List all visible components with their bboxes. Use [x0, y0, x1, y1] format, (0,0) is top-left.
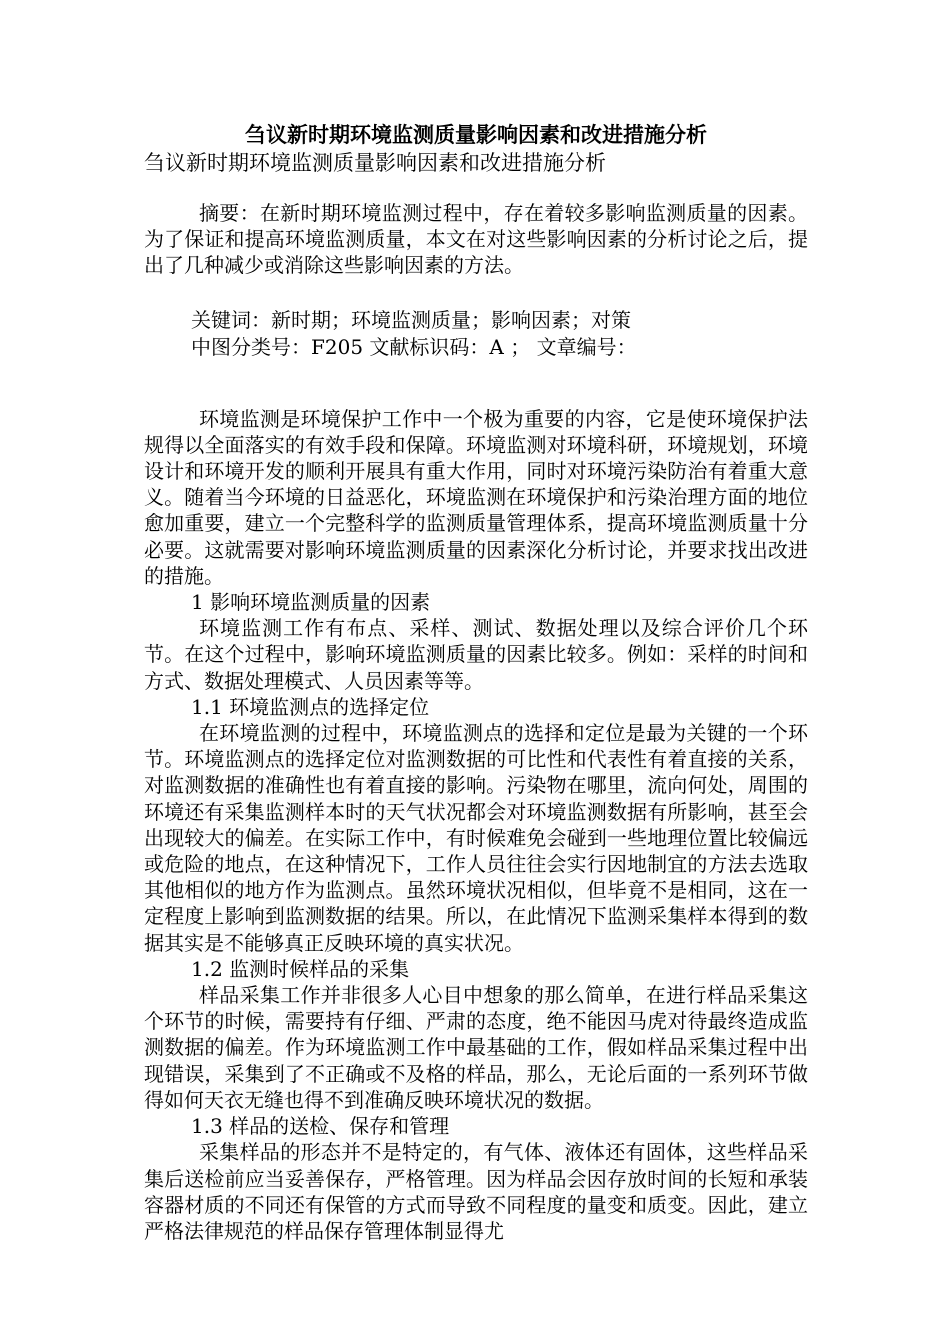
section-1-2-heading: 1.2 监测时候样品的采集 [191, 956, 410, 981]
document-page [144, 120, 808, 1244]
section-1-paragraph: 环境监测工作有布点、采样、测试、数据处理以及综合评价几个环节。在这个过程中，影响环境监测质量的因素比较多。例如：采样的时间和方式、数据处理模式、人员因素等等。 [144, 616, 808, 693]
section-1-heading: 1 影响环境监测质量的因素 [191, 590, 431, 615]
abstract-paragraph: 摘要：在新时期环境监测过程中，存在着较多影响监测质量的因素。为了保证和提高环境监测质量，本文在对这些影响因素的分析讨论之后，提出了几种减少或消除这些影响因素的方法。 [144, 201, 808, 278]
section-1-1-heading: 1.1 环境监测点的选择定位 [191, 694, 430, 719]
document-subtitle: 刍议新时期环境监测质量影响因素和改进措施分析 [144, 151, 606, 175]
section-1-3-heading: 1.3 样品的送检、保存和管理 [191, 1114, 450, 1139]
keywords-line: 关键词：新时期；环境监测质量；影响因素；对策 [191, 307, 631, 332]
intro-paragraph: 环境监测是环境保护工作中一个极为重要的内容，它是使环境保护法规得以全面落实的有效手段和保障。环境监测对环境科研，环境规划，环境设计和环境开发的顺利开展具有重大作用，同时对环境污染防治有着重大意义。随着当今环境的日益恶化，环境监测在环境保护和污染治理方面的地位愈加重要，建立一个完整科学的监测质量管理体系，提高环境监测质量十分必要。这就需要对影响环境监测质量的因素深化分析讨论，并要求找出改进的措施。 [144, 406, 808, 588]
section-1-2-paragraph: 样品采集工作并非很多人心目中想象的那么简单，在进行样品采集这个环节的时候，需要持有仔细、严肃的态度，绝不能因马虎对待最终造成监测数据的偏差。作为环境监测工作中最基础的工作，假如样品采集过程中出现错误，采集到了不正确或不及格的样品，那么，无论后面的一系列环节做得如何天衣无缝也得不到准确反映环境状况的数据。 [144, 983, 808, 1112]
section-1-3-paragraph: 采集样品的形态并不是特定的，有气体、液体还有固体，这些样品采集后送检前应当妥善保存，严格管理。因为样品会因存放时间的长短和承装容器材质的不同还有保管的方式而导致不同程度的量变和质变。因此，建立严格法律规范的样品保存管理体制显得尤 [144, 1140, 808, 1243]
classification-line: 中图分类号：F205 文献标识码：A ； 文章编号： [191, 334, 637, 359]
document-title: 刍议新时期环境监测质量影响因素和改进措施分析 [245, 123, 707, 147]
section-1-1-paragraph: 在环境监测的过程中，环境监测点的选择和定位是最为关键的一个环节。环境监测点的选择定位对监测数据的可比性和代表性有着直接的关系，对监测数据的准确性也有着直接的影响。污染物在哪里，流向何处，周围的环境还有采集监测样本时的天气状况都会对环境监测数据有所影响，甚至会出现较大的偏差。在实际工作中，有时候难免会碰到一些地理位置比较偏远或危险的地点，在这种情况下，工作人员往往会实行因地制宜的方法去选取其他相似的地方作为监测点。虽然环境状况相似，但毕竟不是相同，这在一定程度上影响到监测数据的结果。所以，在此情况下监测采集样本得到的数据其实是不能够真正反映环境的真实状况。 [144, 721, 808, 955]
